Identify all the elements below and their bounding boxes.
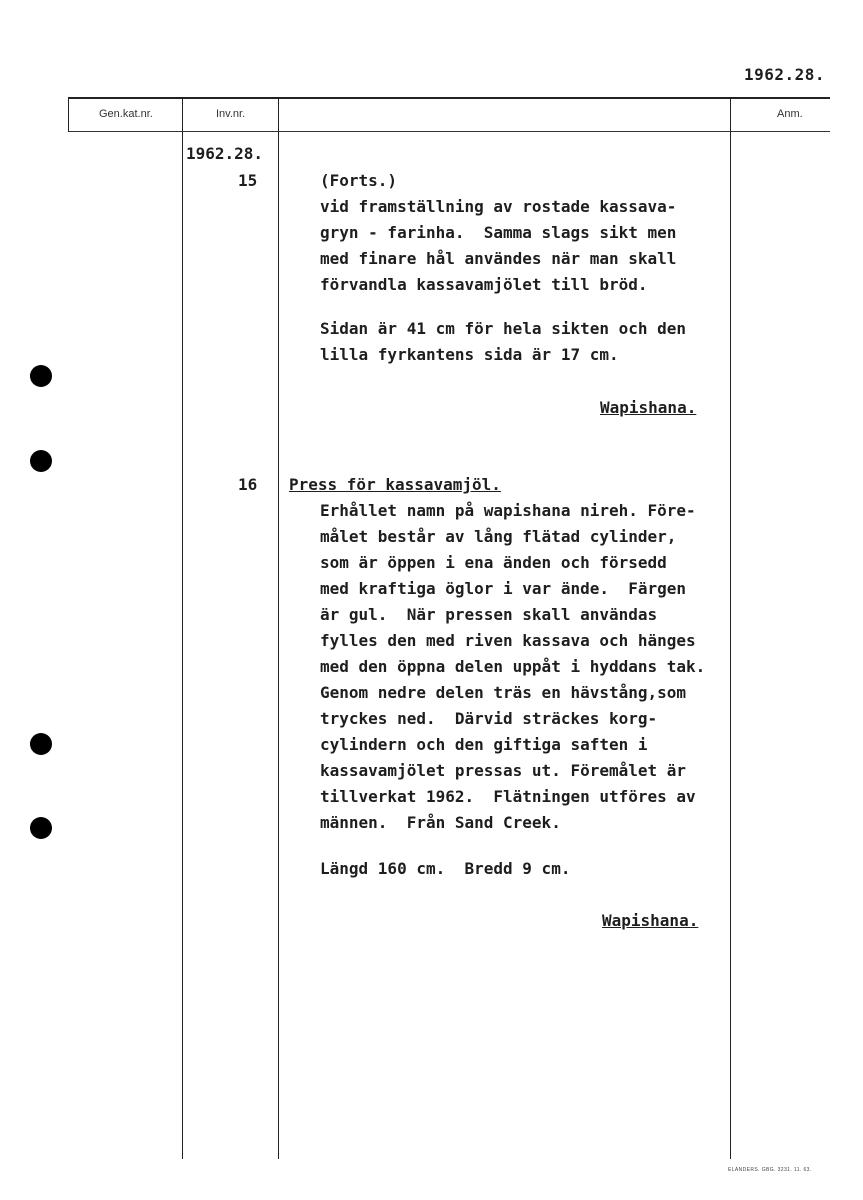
column-header-gen-kat-nr: Gen.kat.nr. [99, 108, 153, 120]
column-divider-text-anm [730, 97, 731, 1159]
inventory-number-16: 16 [238, 475, 258, 494]
column-divider-inv-text [278, 97, 279, 1159]
entry-15-signature: Wapishana. [600, 398, 697, 417]
entry-16-signature: Wapishana. [602, 911, 699, 930]
column-header-inv-nr: Inv.nr. [216, 108, 246, 120]
punch-hole [30, 365, 52, 387]
column-divider-left [68, 97, 69, 132]
column-header-anm: Anm. [777, 108, 803, 120]
punch-hole [30, 450, 52, 472]
catalog-number: 1962.28. [744, 65, 826, 84]
column-divider-gen-inv [182, 97, 183, 1159]
inventory-number-15: 15 [238, 171, 258, 190]
punch-hole [30, 817, 52, 839]
punch-hole [30, 733, 52, 755]
entry-16-title: Press för kassavamjöl. [289, 475, 501, 494]
entry-16-description: Erhållet namn på wapishana nireh. Före- målet består av lång flätad cylinder, som är öppen i ena änden och försedd med kraftiga öglor i var ände. Färgen är gul. När pressen skall användas fylles den med riven kassava och hänges med den öppna delen uppåt i hyddans tak. Genom nedre delen träs en hävstång,som tryckes ned. Därvid sträckes korg- cylindern och den giftiga saften i kassavamjölet pressas ut. Föremålet är tillverkat 1962. Flätningen utföres av männen. Från Sand Creek. [320, 501, 706, 832]
printer-mark: ELANDERS. GBG. 3231. 11. 63. [728, 1167, 812, 1173]
entry-15-dimensions: Sidan är 41 cm för hela sikten och den lilla fyrkantens sida är 17 cm. [320, 319, 687, 364]
inventory-year: 1962.28. [186, 144, 264, 163]
entry-16-dimensions: Längd 160 cm. Bredd 9 cm. [320, 859, 571, 878]
entry-15-description: (Forts.) vid framställning av rostade kassava- gryn - farinha. Samma slags sikt men med finare hål användes när man skall förvandla kassavamjölet till bröd. [320, 171, 677, 294]
